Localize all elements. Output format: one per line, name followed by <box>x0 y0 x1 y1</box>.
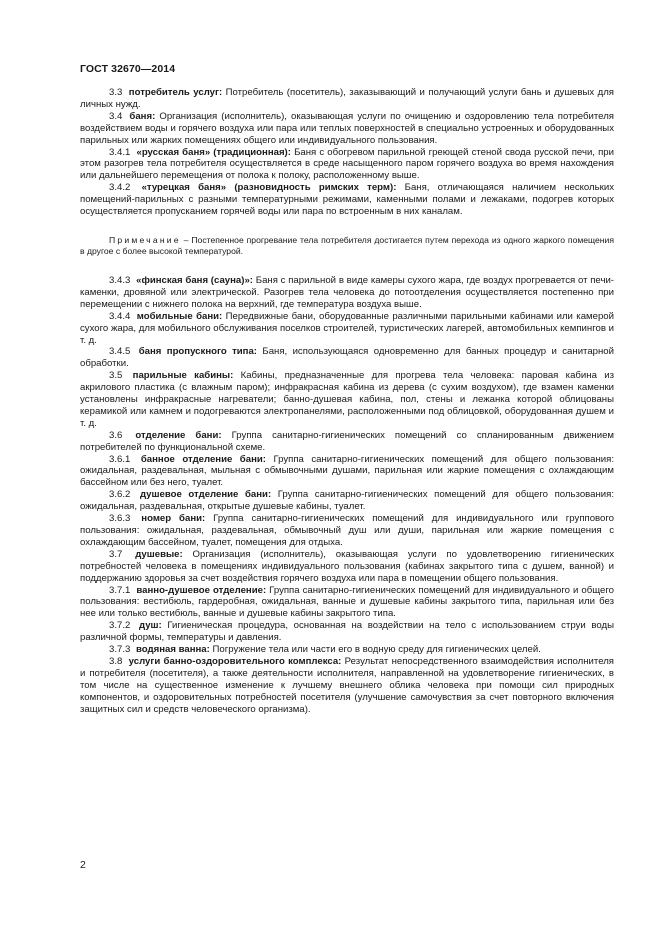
clause-number: 3.5 <box>109 370 123 382</box>
clause-number: 3.4.5 <box>109 346 131 358</box>
note-text: – Постепенное прогревание тела потребителя достигается путем перехода из одного жаркого помещения в другое с более высокой температурой. <box>80 234 614 256</box>
definition-paragraph <box>80 644 614 656</box>
definition-paragraph <box>80 346 614 370</box>
definition-paragraph <box>80 87 614 111</box>
clause-number: 3.4.1 <box>109 146 131 158</box>
definition-text: Результат непосредственного взаимодействия исполнителя и потребителя (посетителя), а также деятельности исполнителя, направленной на удовлетворение гигиенических, в том числе на существенное изменение к лучшему внешнего облика человека при помощи сил природных компонентов, и оздоровительных потребностей посетителя (улучшение самочувствия за счет повторного включения защитных сил и средств человеческого организма). <box>80 655 615 715</box>
page-number: 2 <box>80 859 86 871</box>
definition-text: Погружение тела или части его в водную среду для гигиенических целей. <box>209 644 541 656</box>
clause-number: 3.4.3 <box>109 274 131 286</box>
term: парильные кабины: <box>132 370 234 382</box>
term: душ: <box>139 620 162 632</box>
clause-number: 3.6.3 <box>109 513 131 525</box>
term: мобильные бани: <box>136 310 223 322</box>
clause-number: 3.3 <box>109 87 123 98</box>
clause-number: 3.8 <box>109 655 123 667</box>
definition-paragraph <box>80 370 614 430</box>
clause-number: 3.7 <box>109 548 123 560</box>
definition-paragraph <box>80 489 614 513</box>
term: водяная ванна: <box>136 644 210 656</box>
definition-text: Передвижные бани, оборудованные различными парильными кабинами или камерой сухого жара, для мобильного обслуживания поселков строителей, туристических лагерей, автомобильных кемпингов и т. д. <box>80 310 614 346</box>
note <box>80 235 614 257</box>
clause-number: 3.7.3 <box>109 644 131 656</box>
definitions-block-1 <box>80 87 614 218</box>
term: баня: <box>129 110 156 122</box>
definition-text: Баня с парильной в виде камеры сухого жара, где воздух прогревается от печи-каменки, дровяной или электрической. Разогрев тела человека до потоотделения осуществляется постепенно при перемещении с нижнего полока на верхний, где температура воздуха выше. <box>80 274 615 310</box>
term: отделение бани: <box>135 429 222 441</box>
definition-text: Кабины, предназначенные для прогрева тела человека: паровая кабина из акрилового пластика (с влажным паром); инфракрасная кабина из дерева (с сухим воздухом), где взамен каменки установлены инфракрасные нагреватели; банно-душевая кабина, пол, стены и лежанка которой облицованы керамикой или камнем и подогреваются электропанелями, расположенными под облицовкой, оборудованная душем и т. д. <box>80 370 614 429</box>
clause-number: 3.7.1 <box>109 584 131 596</box>
term: услуги банно-оздоровительного комплекса: <box>128 655 342 667</box>
definition-paragraph <box>80 311 614 347</box>
term: душевое отделение бани: <box>139 489 272 501</box>
term: банное отделение бани: <box>140 453 266 465</box>
definition-paragraph <box>80 147 614 183</box>
definition-text: Потребитель (посетитель), заказывающий и получающий услуги бань и душевых для личных нужд. <box>80 87 614 110</box>
definition-text: Баня, использующаяся одновременно для банных процедур и санитарной обработки. <box>80 346 615 370</box>
note-label: Примечание <box>109 234 181 245</box>
definition-paragraph <box>80 620 614 644</box>
definition-text: Баня с обогревом парильной греющей стеной свода русской печи, при этом разогрев тела потребителя осуществляется в среде насыщенного паром горячего воздуха во время нахождения или дальнейшего перемещения от полока к полоку, расположенному выше. <box>80 146 614 182</box>
definition-paragraph <box>80 430 614 454</box>
definitions-block-2 <box>80 275 614 716</box>
term: «русская баня» (традиционная): <box>136 146 291 158</box>
term: потребитель услуг: <box>128 87 223 98</box>
term: номер бани: <box>141 513 206 525</box>
term: «финская баня (сауна)»: <box>136 274 253 286</box>
clause-number: 3.6.2 <box>109 489 131 501</box>
term: «турецкая баня» (разновидность римских терм): <box>141 182 397 194</box>
definition-text: Группа санитарно-гигиенических помещений для общего пользования: ожидальная, раздевальная, открытые душевые кабины, туалет. <box>80 489 614 513</box>
term: душевые: <box>135 548 183 560</box>
definition-text: Группа санитарно-гигиенических помещений для общего пользования: ожидальная, раздевальная, мыльная с обмывочными душами, парильная или жаркие помещения с охлаждающим бассейном или без него, туалет. <box>80 453 615 489</box>
document-body <box>80 87 614 716</box>
definition-paragraph <box>80 454 614 490</box>
definition-paragraph <box>80 549 614 585</box>
definition-text: Гигиеническая процедура, основанная на воздействии на тело с использованием струи воды различной формы, температуры и давления. <box>80 620 614 644</box>
document-header: ГОСТ 32670—2014 <box>80 63 176 75</box>
clause-number: 3.4 <box>109 110 123 122</box>
clause-number: 3.4.4 <box>109 310 131 322</box>
definition-paragraph <box>80 656 614 716</box>
definition-paragraph <box>80 111 614 147</box>
definition-text: Группа санитарно-гигиенических помещений для индивидуального и общего пользования: вестибюль, гардеробная, ожидальная, ванные и душевые кабины закрытого типа, парильная или без нее или только вестибюль, ванные и душевые кабины закрытого типа. <box>80 584 614 620</box>
definition-paragraph <box>80 275 614 311</box>
clause-number: 3.6.1 <box>109 453 131 465</box>
term: баня пропускного типа: <box>138 346 258 358</box>
term: ванно-душевое отделение: <box>136 584 267 596</box>
definition-paragraph <box>80 585 614 621</box>
definition-text: Группа санитарно-гигиенических помещений со спланированным движением потребителей по функциональной схеме. <box>80 429 615 453</box>
clause-number: 3.4.2 <box>109 182 131 194</box>
definition-text: Организация (исполнитель), оказывающая услуги по удовлетворению гигиенических потребностей человека в помещениях индивидуального пользования (кабинах закрытого типа с душем, ванной) и поддержанию здоровья за счет воздействия горячего воздуха или пара в помещении общего пользования. <box>80 548 614 584</box>
definition-paragraph <box>80 182 614 218</box>
clause-number: 3.7.2 <box>109 620 131 632</box>
definition-paragraph <box>80 513 614 549</box>
clause-number: 3.6 <box>109 429 123 441</box>
definition-text: Организация (исполнитель), оказывающая услуги по очищению и оздоровлению тела потребителя воздействием воды и горячего воздуха или пара или теплых поверхностей в специально устроенных и оборудованных парильных или жарких помещениях общего или индивидуального пользования. <box>80 110 614 146</box>
definition-text: Группа санитарно-гигиенических помещений для индивидуального или группового пользования: ожидальная, раздевальная, обмывочный душ или души, парильная или жаркие помещения с охлаждающим бассейном, туалет, помещения для отдыха. <box>80 513 615 548</box>
definition-text: Баня, отличающаяся наличием нескольких помещений-парильных с разными температурными режимами, каменными полами и лежаками, подогрев которых осуществляется пропусканием горячей воды или пара по встроенным в них каналам. <box>80 182 615 218</box>
